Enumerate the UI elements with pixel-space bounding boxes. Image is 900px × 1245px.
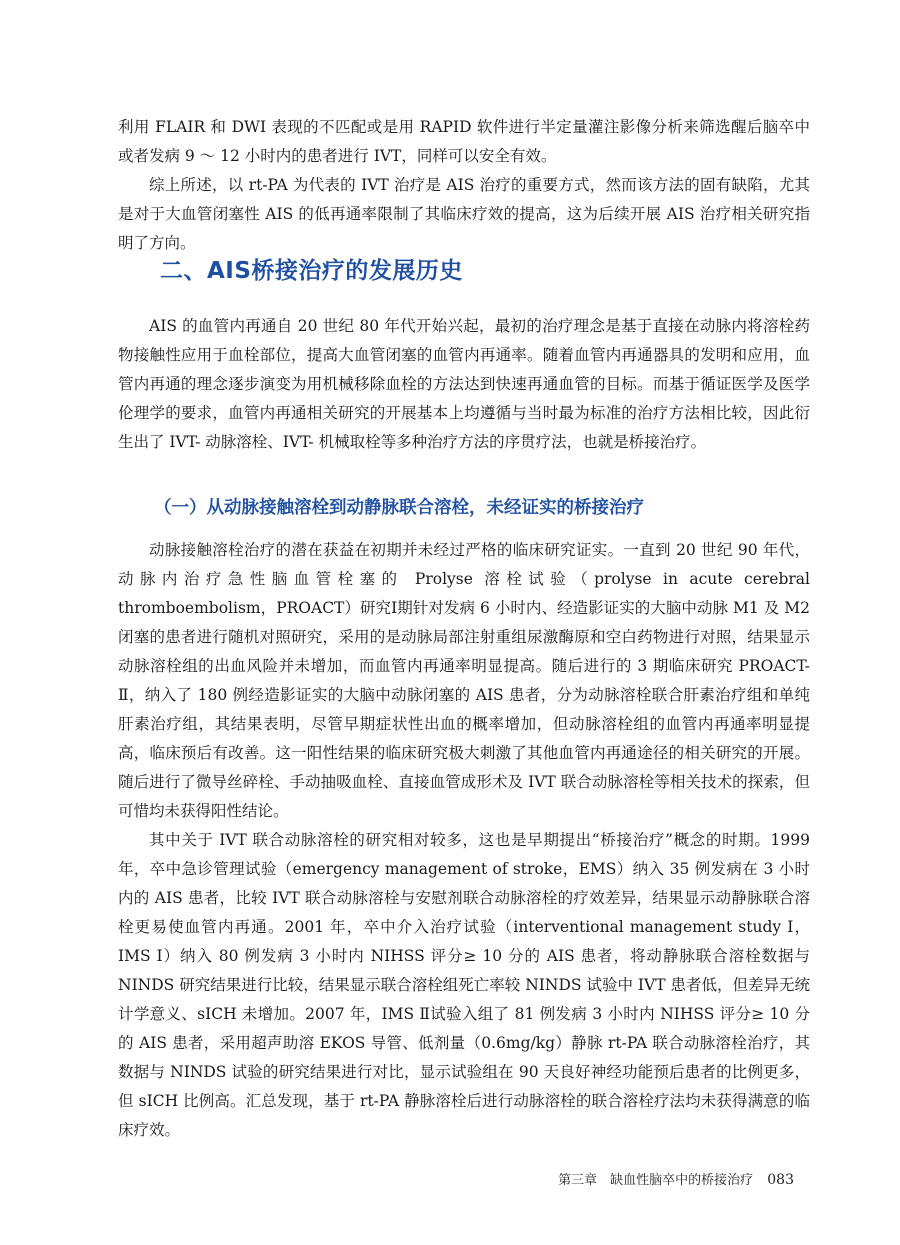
- intro-paragraph-continued: 利用 FLAIR 和 DWI 表现的不匹配或是用 RAPID 软件进行半定量灌注影像分析来筛选醒后脑卒中或者发病 9 ～ 12 小时内的患者进行 IVT，同样可以安全有效。: [118, 118, 810, 165]
- section-heading: 二、AIS桥接治疗的发展历史: [160, 258, 463, 284]
- intro-paragraph-summary: 综上所述，以 rt-PA 为代表的 IVT 治疗是 AIS 治疗的重要方式，然而该方法的固有缺陷，尤其是对于大血管闭塞性 AIS 的低再通率限制了其临床疗效的提高，这为后续开展 AIS 治疗相关研究指明了方向。: [118, 176, 810, 252]
- subsection-block: [118, 536, 810, 1145]
- page-footer: [558, 1169, 794, 1188]
- section-block: [118, 312, 810, 457]
- subsection-paragraph-1: 动脉接触溶栓治疗的潜在获益在初期并未经过严格的临床研究证实。一直到 20 世纪 90 年代，动脉内治疗急性脑血管栓塞的 Prolyse 溶栓试验（prolyse in acute cerebral thromboembolism，PROACT）研究Ⅰ期针对发病 6 小时内、经造影证实的大脑中动脉 M1 及 M2 闭塞的患者进行随机对照研究，采用的是动脉局部注射重组尿激酶原和空白药物进行对照，结果显示动脉溶栓组的出血风险并未增加，而血管内再通率明显提高。随后进行的 3 期临床研究 PROACT-Ⅱ，纳入了 180 例经造影证实的大脑中动脉闭塞的 AIS 患者，分为动脉溶栓联合肝素治疗组和单纯肝素治疗组，其结果表明，尽管早期症状性出血的概率增加，但动脉溶栓组的血管内再通率明显提高，临床预后有改善。这一阳性结果的临床研究极大刺激了其他血管内再通途径的相关研究的开展。随后进行了微导丝碎栓、手动抽吸血栓、直接血管成形术及 IVT 联合动脉溶栓等相关技术的探索，但可惜均未获得阳性结论。: [118, 541, 810, 820]
- page-number: 083: [767, 1172, 794, 1188]
- running-chapter-title: 第三章 缺血性脑卒中的桥接治疗: [558, 1173, 754, 1188]
- section-paragraph: AIS 的血管内再通自 20 世纪 80 年代开始兴起，最初的治疗理念是基于直接在动脉内将溶栓药物接触性应用于血栓部位，提高大血管闭塞的血管内再通率。随着血管内再通器具的发明和应用，血管内再通的理念逐步演变为用机械移除血栓的方法达到快速再通血管的目标。而基于循证医学及医学伦理学的要求，血管内再通相关研究的开展基本上均遵循与当时最为标准的治疗方法相比较，因此衍生出了 IVT- 动脉溶栓、IVT- 机械取栓等多种治疗方法的序贯疗法，也就是桥接治疗。: [118, 317, 810, 451]
- subsection-paragraph-2: 其中关于 IVT 联合动脉溶栓的研究相对较多，这也是早期提出“桥接治疗”概念的时期。1999 年，卒中急诊管理试验（emergency management of stroke，EMS）纳入 35 例发病在 3 小时内的 AIS 患者，比较 IVT 联合动脉溶栓与安慰剂联合动脉溶栓的疗效差异，结果显示动静脉联合溶栓更易使血管内再通。2001 年，卒中介入治疗试验（interventional management study Ⅰ，IMS Ⅰ）纳入 80 例发病 3 小时内 NIHSS 评分≥ 10 分的 AIS 患者，将动静脉联合溶栓数据与 NINDS 研究结果进行比较，结果显示联合溶栓组死亡率较 NINDS 试验中 IVT 患者低，但差异无统计学意义、sICH 未增加。2007 年，IMS Ⅱ试验入组了 81 例发病 3 小时内 NIHSS 评分≥ 10 分的 AIS 患者，采用超声助溶 EKOS 导管、低剂量（0.6mg/kg）静脉 rt-PA 联合动脉溶栓治疗，其数据与 NINDS 试验的研究结果进行对比，显示试验组在 90 天良好神经功能预后患者的比例更多，但 sICH 比例高。汇总发现，基于 rt-PA 静脉溶栓后进行动脉溶栓的联合溶栓疗法均未获得满意的临床疗效。: [118, 831, 810, 1139]
- intro-block: [118, 113, 810, 258]
- subsection-heading: （一）从动脉接触溶栓到动静脉联合溶栓，未经证实的桥接治疗: [154, 498, 644, 518]
